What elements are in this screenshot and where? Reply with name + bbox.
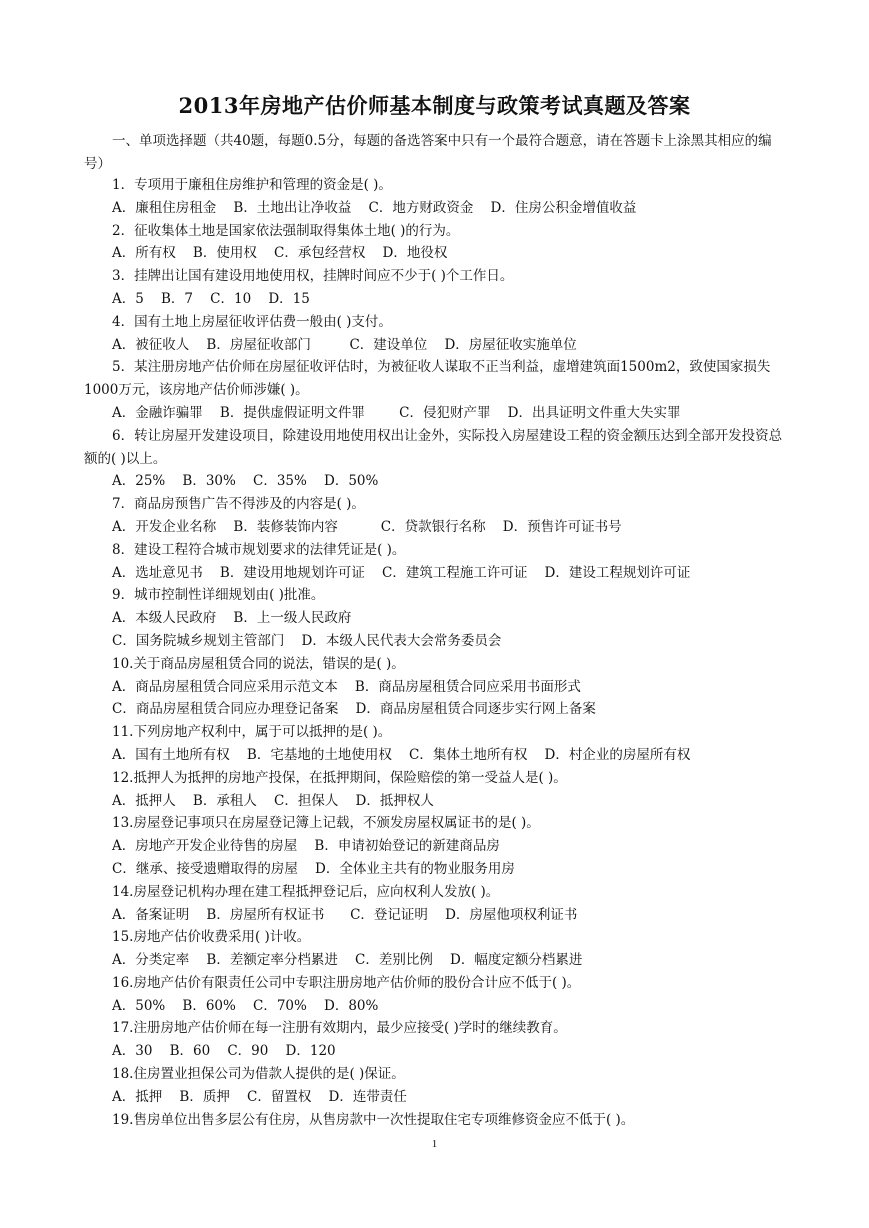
answer-options: C．继承、接受遗赠取得的房屋 D．全体业主共有的物业服务用房 [112, 860, 515, 877]
answer-options: A．分类定率 B．差额定率分档累进 C．差别比例 D．幅度定额分档累进 [112, 952, 583, 969]
answer-options: C．国务院城乡规划主管部门 D．本级人民代表大会常务委员会 [112, 632, 502, 649]
question-stem: 7．商品房预售广告不得涉及的内容是( )。 [112, 496, 365, 513]
question-stem: 10.关于商品房屋租赁合同的说法，错误的是( )。 [112, 655, 405, 672]
question-stem: 11.下列房地产权利中，属于可以抵押的是( )。 [112, 724, 392, 741]
question-stem: 3．挂牌出让国有建设用地使用权，挂牌时间应不少于( )个工作日。 [112, 268, 514, 285]
answer-options: A．选址意见书 B．建设用地规划许可证 C．建筑工程施工许可证 D．建设工程规划许可证 [112, 564, 691, 581]
answer-options: A．开发企业名称 B．装修装饰内容 C．贷款银行名称 D．预售许可证书号 [112, 518, 622, 535]
answer-options: A．30 B．60 C．90 D．120 [112, 1043, 336, 1060]
question-stem: 8．建设工程符合城市规划要求的法律凭证是( )。 [112, 541, 406, 558]
page-title: 2013年房地产估价师基本制度与政策考试真题及答案 [178, 93, 691, 118]
question-stem: 6．转让房屋开发建设项目，除建设用地使用权出让金外，实际投入房屋建设工程的资金额压达到全部开发投资总额的( )以上。 [84, 427, 783, 467]
question-stem: 4．国有土地上房屋征收评估费一般由( )支付。 [112, 313, 392, 330]
question-stem: 17.注册房地产估价师在每一注册有效期内，最少应接受( )学时的继续教育。 [112, 1020, 567, 1037]
answer-options: A．本级人民政府 B．上一级人民政府 [112, 610, 352, 627]
question-stem: 12.抵押人为抵押的房地产投保，在抵押期间，保险赔偿的第一受益人是( )。 [112, 769, 567, 786]
answer-options: A．房地产开发企业待售的房屋 B．申请初始登记的新建商品房 [112, 838, 500, 855]
answer-options: A．商品房屋租赁合同应采用示范文本 B．商品房屋租赁合同应采用书面形式 [112, 678, 581, 695]
question-list [84, 174, 787, 1131]
answer-options: A．金融诈骗罪 B．提供虚假证明文件罪 C．侵犯财产罪 D．出具证明文件重大失实罪 [112, 404, 681, 421]
question-stem: 19.售房单位出售多层公有住房，从售房款中一次性提取住宅专项维修资金应不低于( )。 [112, 1111, 635, 1128]
question-stem: 18.住房置业担保公司为借款人提供的是( )保证。 [112, 1066, 405, 1083]
answer-options: A．所有权 B．使用权 C．承包经营权 D．地役权 [112, 245, 448, 262]
answer-options: C．商品房屋租赁合同应办理登记备案 D．商品房屋租赁合同逐步实行网上备案 [112, 701, 596, 718]
answer-options: A．抵押人 B．承租人 C．担保人 D．抵押权人 [112, 792, 434, 809]
answer-options: A．25% B．30% C．35% D．50% [112, 473, 379, 490]
answer-options: A．50% B．60% C．70% D．80% [112, 997, 379, 1014]
answer-options: A．备案证明 B．房屋所有权证书 C．登记证明 D．房屋他项权利证书 [112, 906, 578, 923]
answer-options: A．抵押 B．质押 C．留置权 D．连带责任 [112, 1088, 407, 1105]
answer-options: A．5 B．7 C．10 D．15 [112, 290, 310, 307]
section-intro: 一、单项选择题（共40题，每题0.5分，每题的备选答案中只有一个最符合题意，请在答题卡上涂黑其相应的编号） [84, 133, 772, 172]
question-stem: 14.房屋登记机构办理在建工程抵押登记后，应向权利人发放( )。 [112, 883, 500, 900]
question-stem: 16.房地产估价有限责任公司中专职注册房地产估价师的股份合计应不低于( )。 [112, 974, 581, 991]
answer-options: A．廉租住房租金 B．土地出让净收益 C．地方财政资金 D．住房公积金增值收益 [112, 199, 637, 216]
question-stem: 15.房地产估价收费采用( )计收。 [112, 929, 311, 946]
answer-options: A．国有土地所有权 B．宅基地的土地使用权 C．集体土地所有权 D．村企业的房屋所有权 [112, 746, 691, 763]
question-stem: 13.房屋登记事项只在房屋登记簿上记载，不颁发房屋权属证书的是( )。 [112, 815, 540, 832]
page-number: 1 [431, 1138, 438, 1150]
question-stem: 5．某注册房地产估价师在房屋征收评估时，为被征收人谋取不正当利益，虚增建筑面1500m2，致使国家损失1000万元，该房地产估价师涉嫌( )。 [84, 359, 771, 399]
question-stem: 2．征收集体土地是国家依法强制取得集体土地( )的行为。 [112, 222, 460, 239]
question-stem: 9．城市控制性详细规划由( )批准。 [112, 587, 325, 604]
answer-options: A．被征收人 B．房屋征收部门 C．建设单位 D．房屋征收实施单位 [112, 336, 577, 353]
question-stem: 1．专项用于廉租住房维护和管理的资金是( )。 [112, 177, 392, 193]
